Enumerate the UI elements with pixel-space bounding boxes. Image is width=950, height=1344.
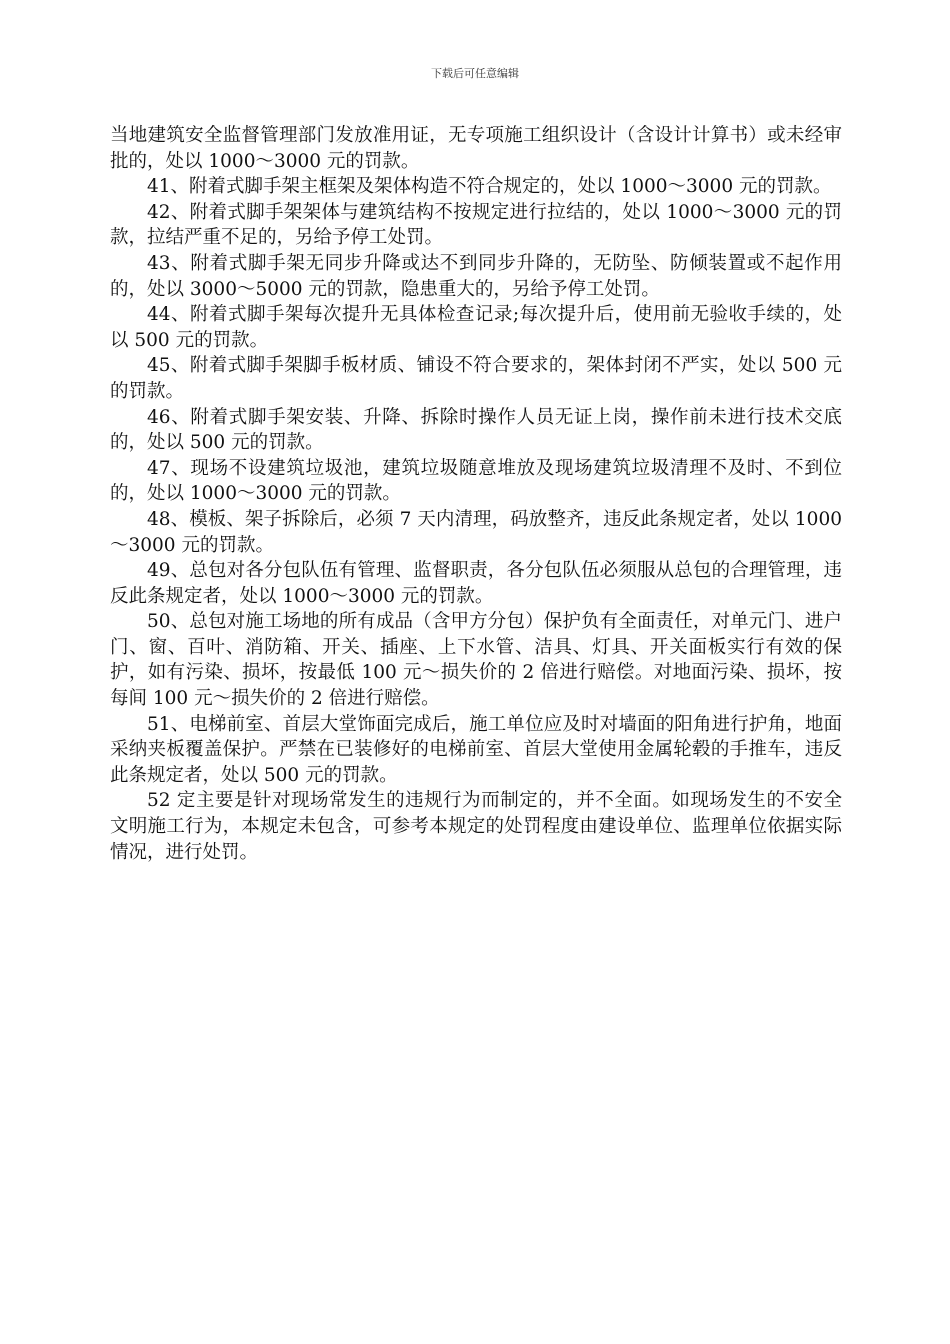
paragraph-item-45: 45、附着式脚手架脚手板材质、铺设不符合要求的，架体封闭不严实，处以 500 元的罚款。 <box>110 355 842 402</box>
paragraph-item-48: 48、模板、架子拆除后，必须 7 天内清理，码放整齐，违反此条规定者，处以 1000～3000 元的罚款。 <box>110 508 842 556</box>
paragraph-item-47: 47、现场不设建筑垃圾池，建筑垃圾随意堆放及现场建筑垃圾清理不及时、不到位的，处以 1000～3000 元的罚款。 <box>110 457 842 505</box>
document-body <box>110 123 842 865</box>
paragraph-item-49: 49、总包对各分包队伍有管理、监督职责，各分包队伍必须服从总包的合理管理，违反此条规定者，处以 1000～3000 元的罚款。 <box>110 560 842 607</box>
paragraph-item-46: 46、附着式脚手架安装、升降、拆除时操作人员无证上岗，操作前未进行技术交底的，处以 500 元的罚款。 <box>110 406 842 454</box>
paragraph-continuation: 当地建筑安全监督管理部门发放准用证，无专项施工组织设计（含设计计算书）或未经审批的，处以 1000～3000 元的罚款。 <box>110 125 842 172</box>
paragraph-item-50: 50、总包对施工场地的所有成品（含甲方分包）保护负有全面责任，对单元门、进户门、窗、百叶、消防箱、开关、插座、上下水管、洁具、灯具、开关面板实行有效的保护，如有污染、损坏，按最低 100 元～损失价的 2 倍进行赔偿。对地面污染、损坏，按每间 100 元～损失价的 2 倍进行赔偿。 <box>110 611 842 710</box>
page-header: 下载后可任意编辑 <box>431 67 519 80</box>
paragraph-item-51: 51、电梯前室、首层大堂饰面完成后，施工单位应及时对墙面的阳角进行护角，地面采纳夹板覆盖保护。严禁在已装修好的电梯前室、首层大堂使用金属轮毂的手推车，违反此条规定者，处以 500 元的罚款。 <box>110 713 842 786</box>
paragraph-item-43: 43、附着式脚手架无同步升降或达不到同步升降的，无防坠、防倾装置或不起作用的，处以 3000～5000 元的罚款，隐患重大的，另给予停工处罚。 <box>110 252 842 300</box>
paragraph-item-41: 41、附着式脚手架主框架及架体构造不符合规定的，处以 1000～3000 元的罚款。 <box>147 176 832 198</box>
paragraph-item-44: 44、附着式脚手架每次提升无具体检查记录;每次提升后，使用前无验收手续的，处以 500 元的罚款。 <box>110 304 842 351</box>
paragraph-item-42: 42、附着式脚手架架体与建筑结构不按规定进行拉结的，处以 1000～3000 元的罚款，拉结严重不足的，另给予停工处罚。 <box>110 201 842 249</box>
paragraph-item-52: 52 定主要是针对现场常发生的违规行为而制定的，并不全面。如现场发生的不安全文明施工行为，本规定未包含，可参考本规定的处罚程度由建设单位、监理单位依据实际情况，进行处罚。 <box>110 790 842 863</box>
